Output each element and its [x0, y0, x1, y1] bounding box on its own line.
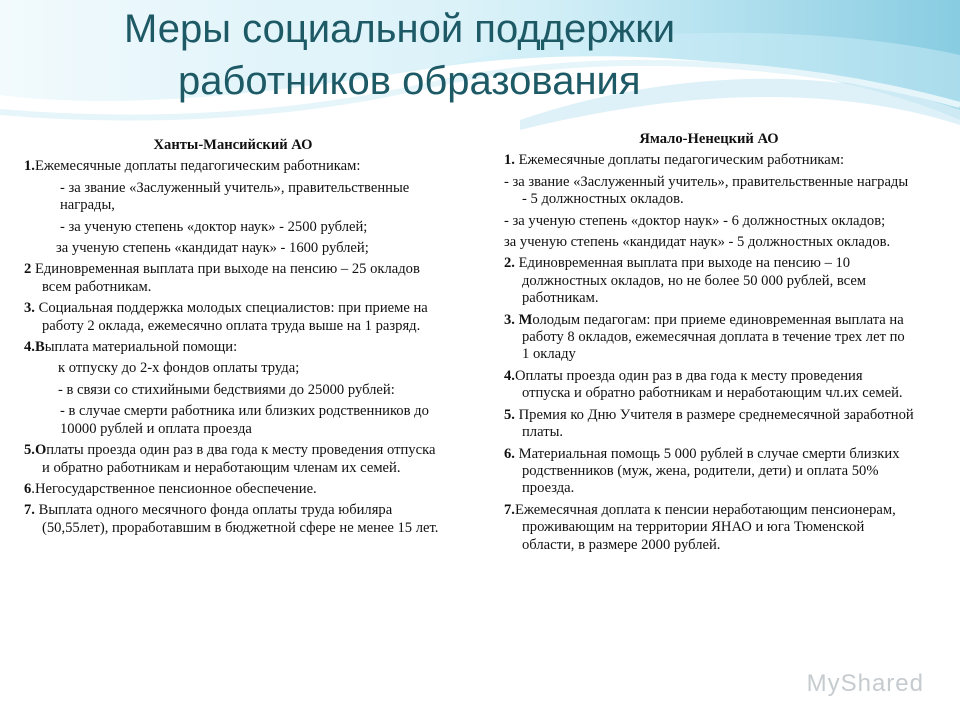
item-number: 4.В [24, 339, 45, 356]
item-text: - за звание «Заслуженный учитель», правительственные награды, [60, 179, 410, 214]
item-text: Ежемесячные доплаты педагогическим работникам: [514, 152, 845, 169]
right-heading: Ямало-Ненецкий АО [639, 131, 779, 147]
item-text: - в случае смерти работника или близких родственников до 10000 рублей и оплата проезда [60, 403, 429, 437]
list-item [504, 174, 914, 209]
item-text: - за звание «Заслуженный учитель», правительственные награды - 5 должностных окладов. [504, 173, 909, 208]
right-column-yanao [504, 131, 914, 558]
item-number: 2. [504, 255, 515, 272]
list-item [504, 446, 914, 498]
list-subitem [24, 403, 442, 438]
item-text: Ежемесячная доплата к пенсии неработающим пенсионерам, проживающим на территории ЯНАО и юга Тюменской области, в размере 2000 рублей. [514, 501, 896, 553]
item-text: платы проезда один раз в два года к месту проведения отпуска и обратно работникам и неработающим членам их семей. [42, 442, 436, 476]
item-number: 1. [24, 158, 35, 175]
item-number: 1. [504, 152, 515, 169]
item-text: Премия ко Дню Учителя в размере среднемесячной заработной платы. [514, 406, 914, 441]
item-number: 7. [504, 501, 515, 518]
list-subitem [24, 180, 442, 215]
item-number: 5. [504, 406, 515, 423]
item-text: Социальная поддержка молодых специалистов: при приеме на работу 2 оклада, ежемесячно оплата труда выше на 1 разряд. [34, 300, 428, 334]
list-item [504, 152, 914, 169]
left-column-khmao [24, 137, 442, 541]
item-text: - за ученую степень «доктор наук» - 2500 рублей; [60, 218, 368, 235]
item-number: 6 [24, 480, 32, 497]
list-item [24, 300, 442, 335]
item-text: к отпуску до 2-х фондов оплаты труда; [58, 360, 300, 377]
left-heading: Ханты-Мансийский АО [153, 137, 313, 153]
list-subitem [24, 360, 442, 377]
list-item [24, 261, 442, 296]
list-item [24, 339, 442, 356]
item-text: олодым педагогам: при приеме единовременная выплата на работу 8 окладов, ежемесячная доплата в течение трех лет по 1 окладу [522, 311, 905, 363]
item-text: за ученую степень «кандидат наук» - 5 должностных окладов. [504, 234, 891, 251]
list-item [24, 502, 442, 537]
list-item [504, 368, 914, 403]
item-text: Единовременная выплата при выходе на пенсию – 25 окладов всем работникам. [31, 261, 420, 295]
item-number: 2 [24, 261, 32, 278]
list-item [24, 481, 442, 498]
slide-title-line-1: Меры социальной поддержки [124, 7, 676, 51]
list-item [504, 407, 914, 442]
item-number: 3. М [504, 311, 533, 328]
item-number: 6. [504, 445, 515, 462]
slide-title-line-2: работников образования [178, 59, 641, 103]
list-item [504, 255, 914, 307]
list-item [504, 213, 914, 230]
list-subitem [24, 219, 442, 236]
list-subitem [24, 382, 442, 399]
item-text: за ученую степень «кандидат наук» - 1600 рублей; [56, 240, 369, 257]
item-text: Единовременная выплата при выходе на пенсию – 10 должностных окладов, но не более 50 000 рублей, всем работникам. [514, 255, 867, 307]
item-text: ыплата материальной помощи: [44, 339, 238, 356]
list-item [504, 234, 914, 251]
list-item [24, 442, 442, 477]
item-text: - за ученую степень «доктор наук» - 6 должностных окладов; [504, 212, 886, 229]
item-text: Материальная помощь 5 000 рублей в случае смерти близких родственников (муж, жена, родители, дети) и оплата 50% проезда. [514, 445, 900, 497]
list-subitem [24, 240, 442, 257]
list-item [24, 158, 442, 175]
list-item [504, 312, 914, 364]
item-number: 3. [24, 300, 35, 317]
item-text: - в связи со стихийными бедствиями до 25000 рублей: [58, 381, 395, 398]
item-number: 7. [24, 502, 35, 519]
item-text: Оплаты проезда один раз в два года к месту проведения отпуска и обратно работникам и неработающим чл.их семей. [514, 367, 903, 402]
item-text: .Негосударственное пенсионное обеспечение. [31, 480, 317, 497]
list-item [504, 502, 914, 554]
item-text: Ежемесячные доплаты педагогическим работникам: [34, 158, 361, 175]
item-number: 4. [504, 367, 515, 384]
item-number: 5.О [24, 442, 47, 459]
item-text: Выплата одного месячного фонда оплаты труда юбиляра (50,55лет), проработавшим в бюджетной сфере не менее 15 лет. [34, 502, 439, 536]
watermark: MyShared [806, 670, 924, 697]
